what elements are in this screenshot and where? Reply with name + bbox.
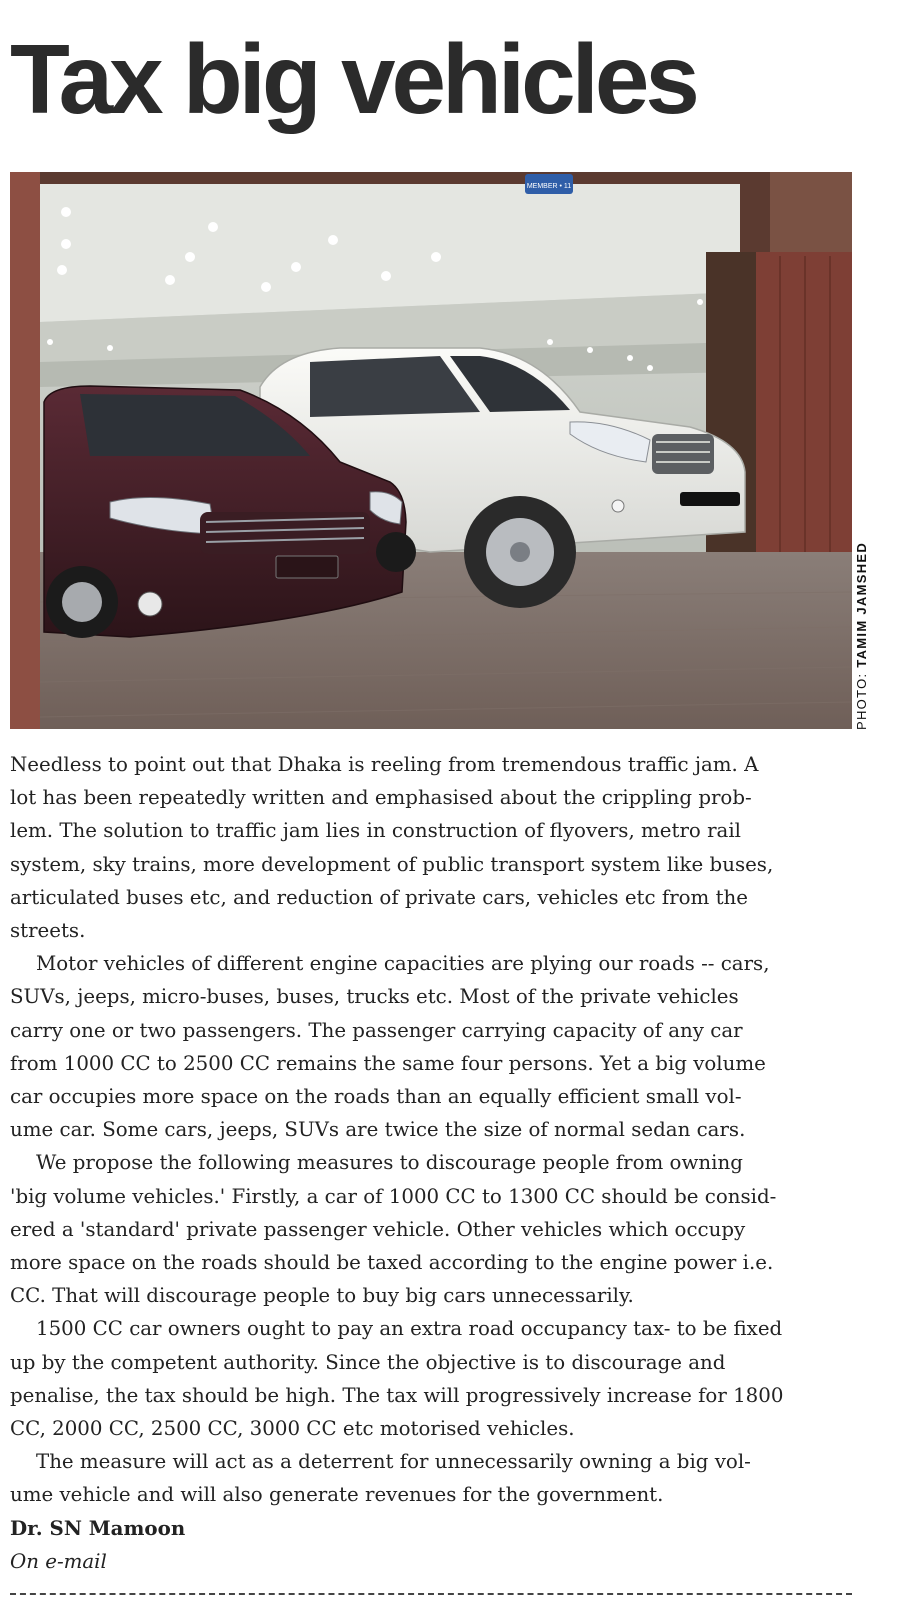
body-line: 1500 CC car owners ought to pay an extra road occupancy tax- to be fixed — [36, 1317, 783, 1341]
headline: Tax big vehicles — [10, 24, 696, 134]
body-line: penalise, the tax should be high. The tax will progressively increase for 1800 — [10, 1383, 784, 1407]
body-line: CC, 2000 CC, 2500 CC, 3000 CC etc motorised vehicles. — [10, 1417, 575, 1441]
body-line: Motor vehicles of different engine capacities are plying our roads -- cars, — [36, 952, 770, 976]
right-pillar — [706, 252, 756, 592]
body-line: lot has been repeatedly written and emphasised about the crippling prob- — [10, 786, 752, 810]
body-line: ume car. Some cars, jeeps, SUVs are twice the size of normal sedan cars. — [10, 1118, 746, 1142]
article-body — [10, 748, 855, 1578]
body-line: ume vehicle and will also generate revenues for the government. — [10, 1483, 664, 1507]
photo-credit-name: TAMIM JAMSHED — [854, 541, 869, 668]
body-line: car occupies more space on the roads than an equally efficient small vol- — [10, 1085, 742, 1109]
section-divider — [10, 1593, 852, 1595]
body-line: The measure will act as a deterrent for unnecessarily owning a big vol- — [36, 1450, 751, 1474]
body-line: up by the competent authority. Since the objective is to discourage and — [10, 1350, 726, 1374]
body-line: system, sky trains, more development of public transport system like buses, — [10, 852, 774, 876]
body-line: articulated buses etc, and reduction of private cars, vehicles etc from the — [10, 885, 749, 909]
author-source: On e-mail — [10, 1549, 107, 1573]
body-line: streets. — [10, 919, 86, 943]
article-photo — [10, 172, 852, 729]
body-line: ered a 'standard' private passenger vehicle. Other vehicles which occupy — [10, 1217, 746, 1241]
body-line: lem. The solution to traffic jam lies in construction of flyovers, metro rail — [10, 819, 741, 843]
photo-credit — [852, 510, 872, 730]
body-line: SUVs, jeeps, micro-buses, buses, trucks etc. Most of the private vehicles — [10, 985, 739, 1009]
body-line: more space on the roads should be taxed according to the engine power i.e. — [10, 1251, 774, 1275]
body-line: carry one or two passengers. The passenger carrying capacity of any car — [10, 1018, 743, 1042]
photo-credit-prefix: PHOTO: — [854, 672, 869, 730]
dealer-sign-text: MEMBER • 11 — [526, 183, 572, 190]
body-line: 'big volume vehicles.' Firstly, a car of 1000 CC to 1300 CC should be consid- — [10, 1184, 777, 1208]
body-line: We propose the following measures to discourage people from owning — [36, 1151, 743, 1175]
left-door-panel — [10, 172, 40, 729]
author-name: Dr. SN Mamoon — [10, 1515, 186, 1540]
body-line: CC. That will discourage people to buy big cars unnecessarily. — [10, 1284, 634, 1308]
body-line: Needless to point out that Dhaka is reeling from tremendous traffic jam. A — [10, 753, 759, 776]
body-line: from 1000 CC to 2500 CC remains the same four persons. Yet a big volume — [10, 1051, 766, 1075]
